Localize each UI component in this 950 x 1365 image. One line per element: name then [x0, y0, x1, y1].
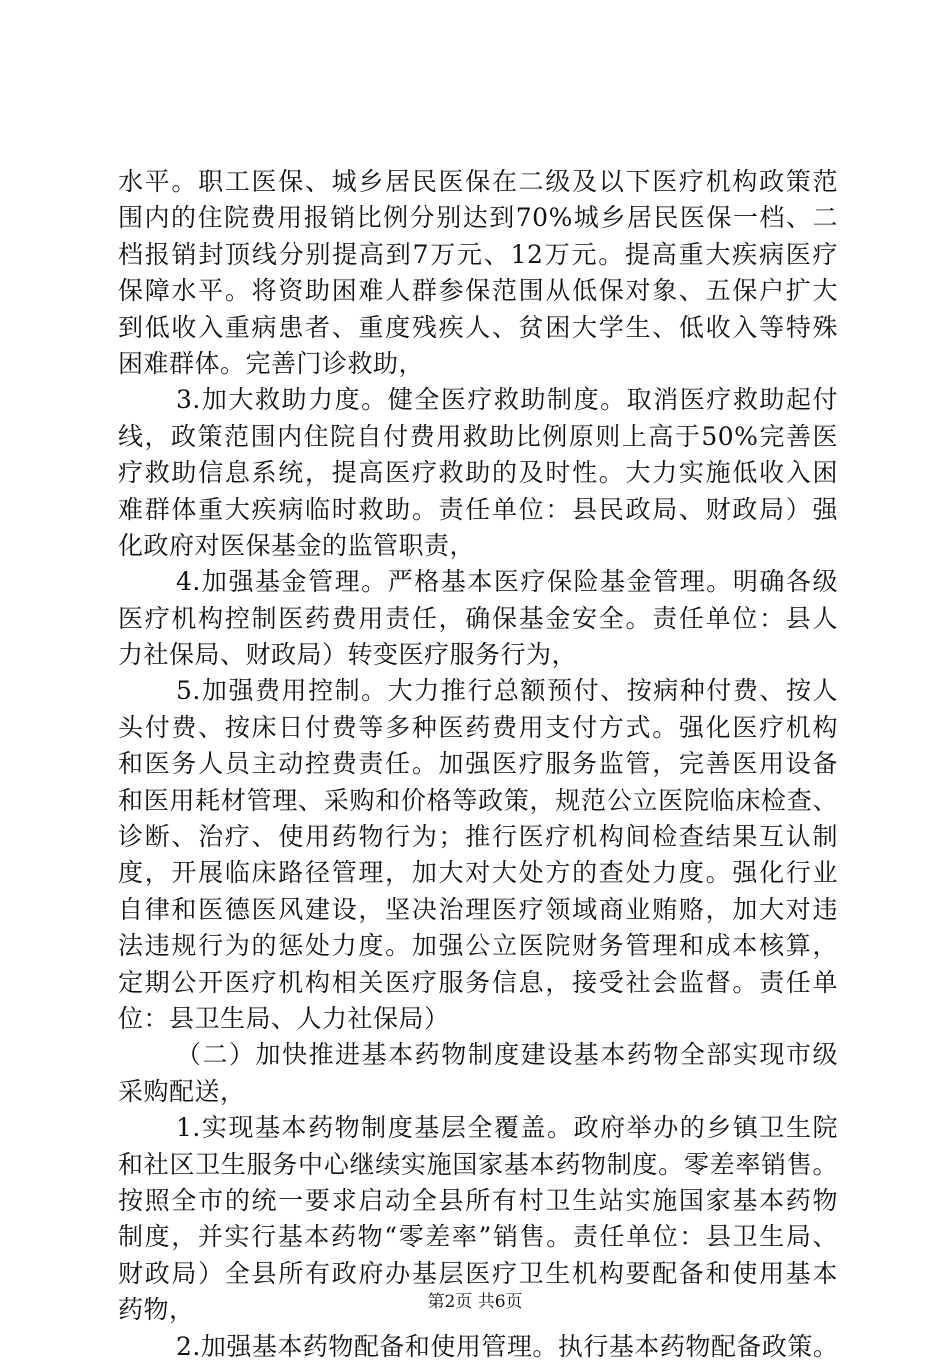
text-line: 按照全市的统一要求启动全县所有村卫生站实施国家基本药物: [118, 1185, 838, 1215]
text-line: 化政府对医保基金的监管职责，: [118, 530, 476, 560]
section-heading-line: 采购配送，: [118, 1076, 246, 1106]
text-line: 和社区卫生服务中心继续实施国家基本药物制度。零差率销售。: [118, 1149, 838, 1179]
text-line: 4.加强基金管理。严格基本医疗保险基金管理。明确各级: [176, 567, 838, 597]
text-line: 和医务人员主动控费责任。加强医疗服务监管，完善医用设备: [118, 749, 838, 779]
text-line: 困难群体。完善门诊救助，: [118, 348, 425, 378]
text-line: 头付费、按床日付费等多种医药费用支付方式。强化医疗机构: [118, 712, 838, 742]
text-line: 难群体重大疾病临时救助。责任单位：县民政局、财政局）强: [118, 494, 838, 524]
body-text: [118, 164, 838, 1365]
text-line: 保障水平。将资助困难人群参保范围从低保对象、五保户扩大: [118, 276, 838, 306]
text-line: 水平。职工医保、城乡居民医保在二级及以下医疗机构政策范: [118, 167, 838, 196]
text-line: 力社保局、财政局）转变医疗服务行为，: [118, 640, 578, 670]
text-line: 自律和医德医风建设，坚决治理医疗领域商业贿赂，加大对违: [118, 894, 838, 924]
text-line: 定期公开医疗机构相关医疗服务信息，接受社会监督。责任单: [118, 967, 838, 997]
text-line: 围内的住院费用报销比例分别达到70%城乡居民医保一档、二: [118, 203, 838, 233]
text-line: 1.实现基本药物制度基层全覆盖。政府举办的乡镇卫生院: [176, 1113, 838, 1143]
text-line: 度，开展临床路径管理，加大对大处方的查处力度。强化行业: [118, 858, 838, 888]
page-number: 第2页 共6页: [427, 1292, 523, 1312]
text-line: 档报销封顶线分别提高到7万元、12万元。提高重大疾病医疗: [118, 239, 838, 269]
text-line: 位：县卫生局、人力社保局）: [118, 1003, 450, 1033]
text-line: 诊断、治疗、使用药物行为；推行医疗机构间检查结果互认制: [118, 822, 838, 852]
text-line: 药物，: [118, 1295, 195, 1325]
text-line: 线，政策范围内住院自付费用救助比例原则上高于50%完善医: [118, 421, 838, 451]
text-line: 5.加强费用控制。大力推行总额预付、按病种付费、按人: [176, 676, 838, 706]
text-line: 财政局）全县所有政府办基层医疗卫生机构要配备和使用基本: [118, 1258, 838, 1288]
text-line: 医疗机构控制医药费用责任，确保基金安全。责任单位：县人: [118, 603, 838, 633]
text-line: 法违规行为的惩处力度。加强公立医院财务管理和成本核算，: [118, 931, 838, 961]
text-line: 到低收入重病患者、重度残疾人、贫困大学生、低收入等特殊: [118, 312, 838, 342]
text-line: 和医用耗材管理、采购和价格等政策，规范公立医院临床检查、: [118, 785, 838, 815]
section-heading-line: （二）加快推进基本药物制度建设基本药物全部实现市级: [176, 1040, 838, 1070]
text-line: 3.加大救助力度。健全医疗救助制度。取消医疗救助起付: [176, 385, 838, 415]
text-line: 2.加强基本药物配备和使用管理。执行基本药物配备政策。: [176, 1331, 839, 1361]
text-line: 制度，并实行基本药物“零差率”销售。责任单位：县卫生局、: [118, 1222, 838, 1252]
text-line: 疗救助信息系统，提高医疗救助的及时性。大力实施低收入困: [118, 458, 838, 488]
